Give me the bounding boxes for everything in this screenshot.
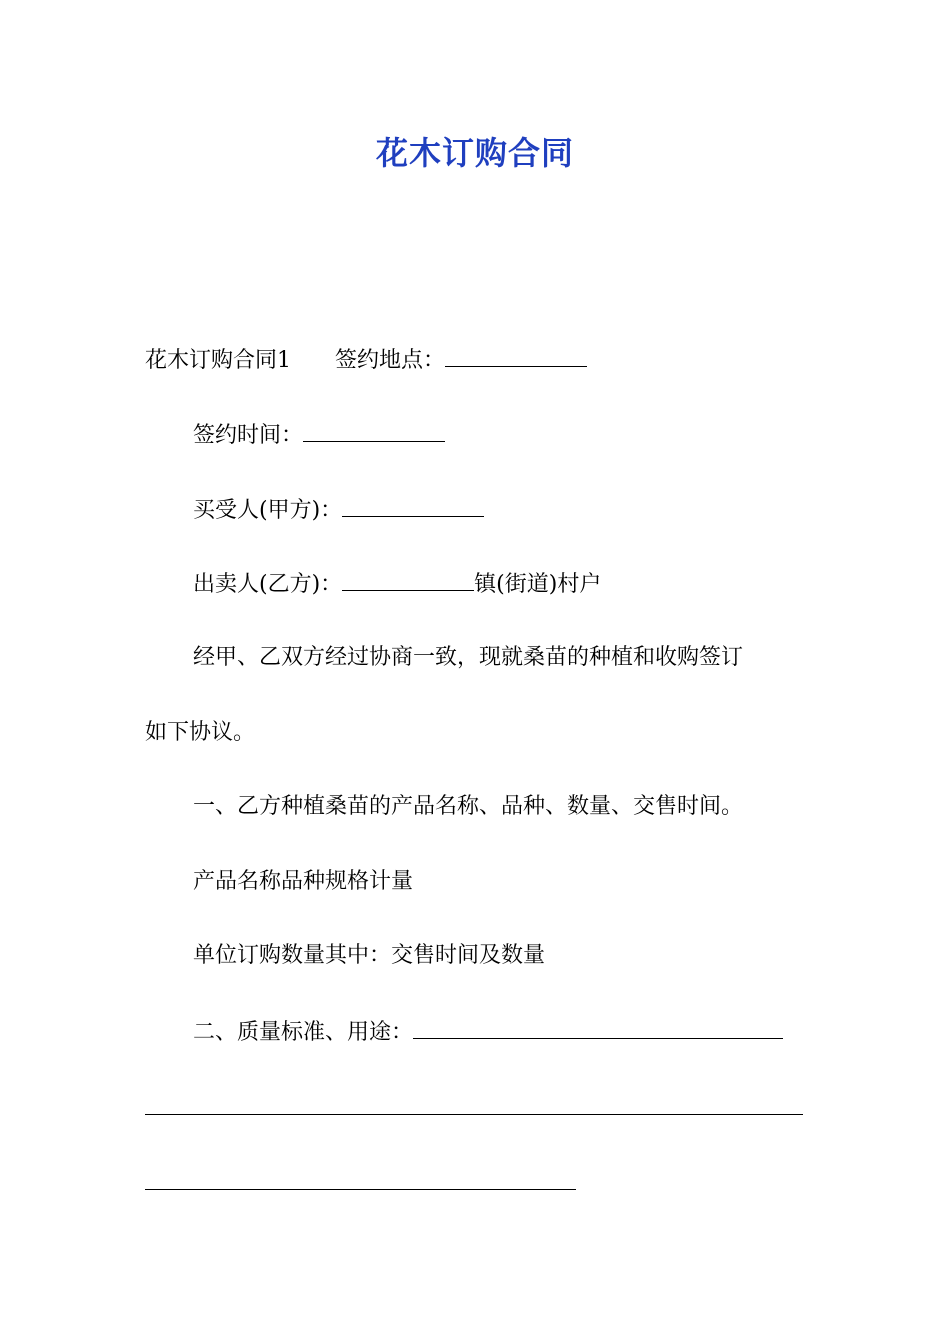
contract-heading-line bbox=[145, 344, 587, 376]
document-title: 花木订购合同 bbox=[375, 134, 574, 172]
agreement-intro-text: 经甲、乙双方经过协商一致，现就桑苗的种植和收购签订 bbox=[193, 645, 744, 670]
quality-blank-rule-2 bbox=[145, 1189, 576, 1190]
product-columns-text: 产品名称品种规格计量 bbox=[193, 869, 414, 894]
product-columns-line bbox=[193, 867, 413, 897]
clause-two-label: 二、质量标准、用途： bbox=[193, 1020, 414, 1045]
buyer-label: 买受人(甲方)： bbox=[193, 498, 343, 523]
clause-two-blank bbox=[413, 1016, 783, 1039]
quality-blank-rule-1 bbox=[145, 1114, 803, 1115]
seller-address-label: 镇(街道)村户 bbox=[474, 572, 602, 597]
seller-line bbox=[193, 568, 601, 600]
clause-one-text: 一、乙方种植桑苗的产品名称、品种、数量、交售时间。 bbox=[193, 794, 744, 819]
contract-subtitle: 花木订购合同1 bbox=[145, 348, 291, 373]
signing-place-label: 签约地点： bbox=[335, 348, 446, 373]
agreement-intro-line bbox=[193, 643, 743, 673]
order-columns-line bbox=[193, 941, 545, 971]
agreement-intro-end: 如下协议。 bbox=[145, 720, 256, 745]
buyer-line bbox=[193, 494, 484, 526]
signing-place-blank bbox=[445, 344, 587, 367]
buyer-blank bbox=[342, 494, 484, 517]
seller-label: 出卖人(乙方)： bbox=[193, 572, 343, 597]
signing-time-line bbox=[193, 419, 445, 451]
seller-blank bbox=[342, 568, 474, 591]
clause-one-line bbox=[193, 792, 743, 822]
signing-time-blank bbox=[303, 419, 445, 442]
agreement-intro-continued bbox=[145, 718, 255, 748]
order-columns-text: 单位订购数量其中：交售时间及数量 bbox=[193, 943, 546, 968]
signing-time-label: 签约时间： bbox=[193, 423, 304, 448]
clause-two-line bbox=[193, 1016, 783, 1048]
